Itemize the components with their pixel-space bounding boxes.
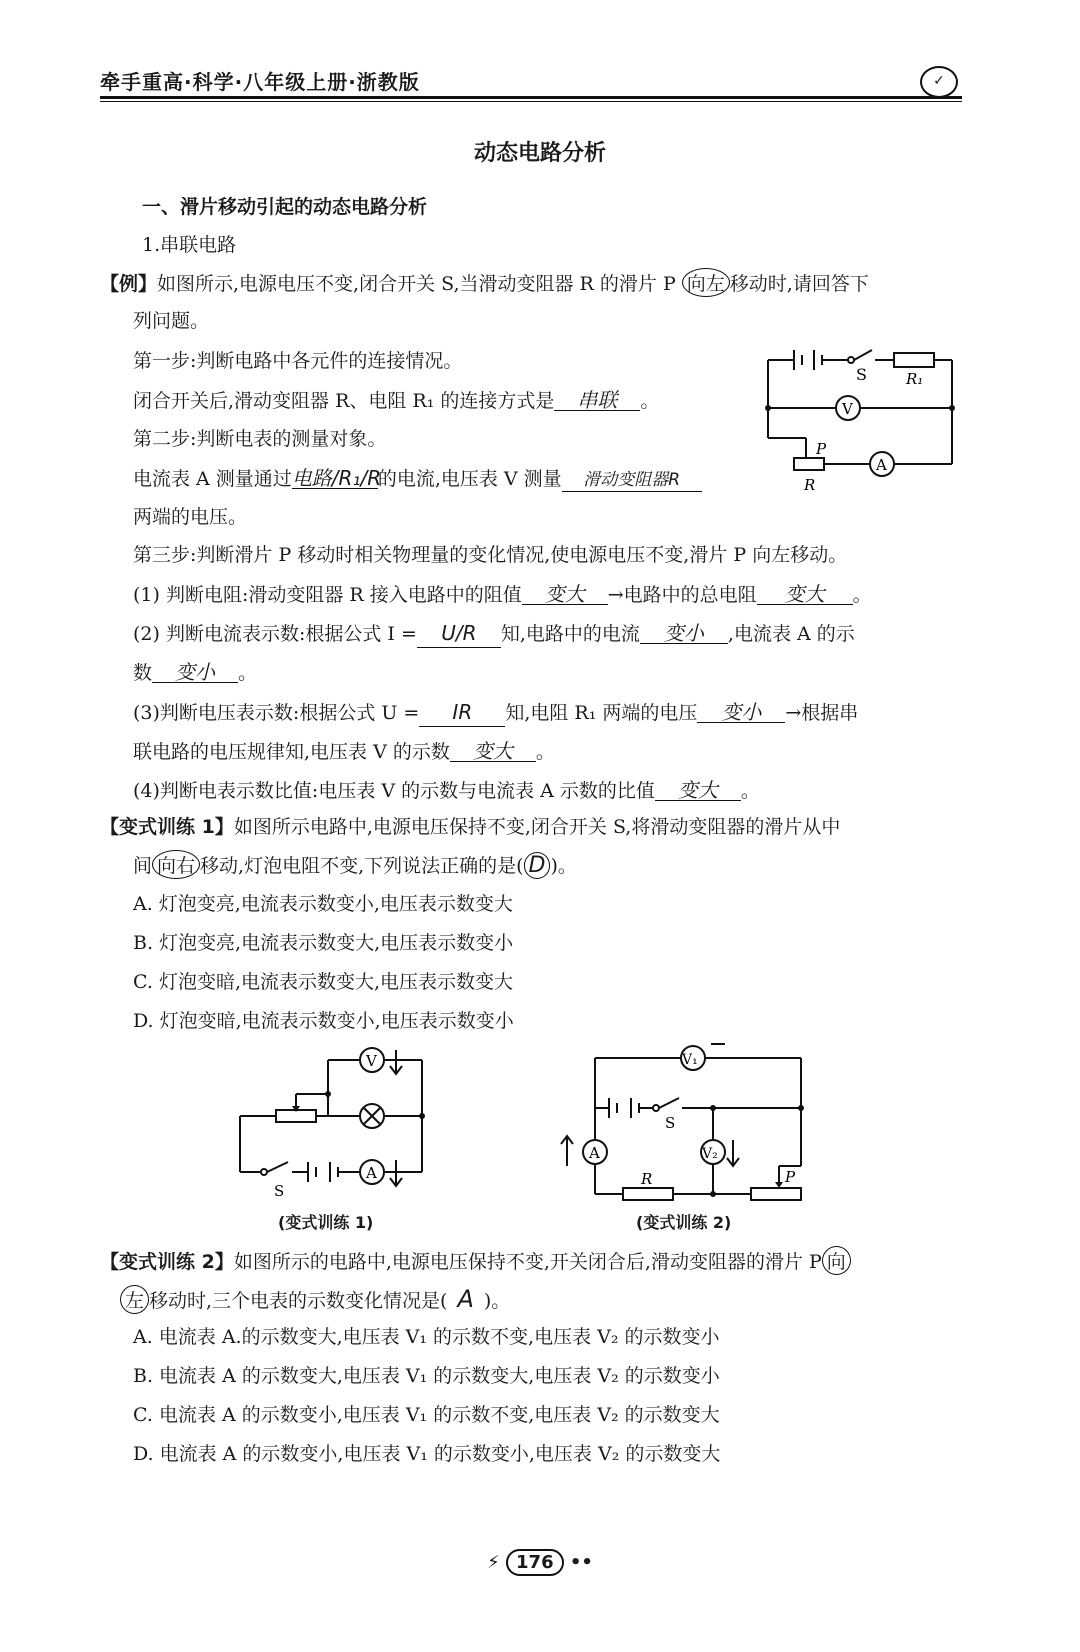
circled-direction-part2: 左	[120, 1285, 149, 1314]
junction-dot	[710, 1191, 716, 1197]
exercise-2-tag: 【变式训练 2】	[100, 1251, 234, 1273]
switch-label: S	[665, 1114, 676, 1132]
footer-dots: ••	[563, 1552, 593, 1573]
page-number: 176	[506, 1549, 564, 1576]
section-heading: 一、滑片移动引起的动态电路分析	[142, 196, 428, 218]
header-rule	[100, 96, 962, 99]
exercise-1-caption: (变式训练 1)	[278, 1213, 374, 1232]
exercise-2-caption: (变式训练 2)	[636, 1213, 732, 1232]
runner-icon: ⚡	[487, 1552, 507, 1573]
switch-label: S	[856, 365, 867, 384]
header-rule-thin	[100, 101, 962, 102]
item-1: (1) 判断电阻:滑动变阻器 R 接入电路中的阻值 变大 →电路中的总电阻 变大 。	[133, 578, 872, 607]
answer-blank: 串联	[554, 384, 640, 411]
subsection-heading: 1.串联电路	[142, 234, 237, 256]
resistor-r-label: R	[641, 1170, 653, 1188]
step-3: 第三步:判断滑片 P 移动时相关物理量的变化情况,使电源电压不变,滑片 P 向左移动。	[133, 544, 848, 566]
voltmeter-v2-label: V₂	[702, 1146, 718, 1162]
circled-direction: 向右	[152, 850, 200, 879]
example-line-2: 列问题。	[133, 310, 210, 332]
junction-dot	[798, 1105, 804, 1111]
item-2: (2) 判断电流表示数:根据公式 I = U/R 知,电路中的电流 变小 ,电流表 A 的示	[133, 617, 855, 648]
voltmeter-label: V	[842, 400, 853, 418]
item-3-cont: 联电路的电压规律知,电压表 V 的示数 变大 。	[133, 735, 555, 764]
exercise-2-line-2: 左 移动时,三个电表的示数变化情况是( A )。	[120, 1285, 510, 1314]
answer-blank: 电路/R₁/R	[292, 462, 378, 489]
step-1: 第一步:判断电路中各元件的连接情况。	[133, 350, 463, 372]
junction-dot	[325, 1091, 331, 1097]
rheostat-r-label: R	[804, 476, 816, 494]
junction-dot	[949, 405, 955, 411]
header-logo-icon: ✓	[920, 66, 958, 98]
exercise-1-option-c: C. 灯泡变暗,电流表示数变大,电压表示数变大	[133, 971, 514, 993]
circled-direction: 向左	[682, 268, 730, 297]
exercise-2-option-d: D. 电流表 A 的示数变小,电压表 V₁ 的示数变小,电压表 V₂ 的示数变大	[133, 1443, 721, 1465]
exercise-2-option-a: A. 电流表 A.的示数变大,电压表 V₁ 的示数不变,电压表 V₂ 的示数变小	[133, 1326, 720, 1348]
example-line-1: 【例】如图所示,电源电压不变,闭合开关 S,当滑动变阻器 R 的滑片 P 向左 移动时,请回答下	[100, 268, 869, 297]
slider-p-label: P	[816, 440, 827, 458]
question-2: 电流表 A 测量通过电路/R₁/R的电流,电压表 V 测量 滑动变阻器R	[133, 462, 702, 492]
page-title: 动态电路分析	[473, 141, 606, 166]
junction-dot	[710, 1105, 716, 1111]
step-2: 第二步:判断电表的测量对象。	[133, 428, 387, 450]
circled-direction-part1: 向	[822, 1246, 851, 1275]
answer-blank: 滑动变阻器R	[562, 465, 702, 492]
book-header-title: 牵手重高·科学·八年级上册·浙教版	[100, 70, 420, 94]
junction-dot	[419, 1113, 425, 1119]
resistor-r1-label: R₁	[906, 370, 924, 388]
item-3: (3)判断电压表示数:根据公式 U = IR 知,电阻 R₁ 两端的电压 变小 →根据串	[133, 696, 858, 727]
exercise-1-option-a: A. 灯泡变亮,电流表示数变小,电压表示数变大	[133, 893, 513, 915]
example-tag: 【例】	[100, 273, 158, 295]
exercise-2-circuit-diagram	[555, 1038, 805, 1206]
ammeter-label: A	[366, 1164, 377, 1182]
slider-p-label: P	[785, 1168, 796, 1186]
switch-label: S	[274, 1182, 285, 1200]
exercise-1-line-1: 【变式训练 1】如图所示电路中,电源电压保持不变,闭合开关 S,将滑动变阻器的滑片从中	[100, 816, 841, 838]
exercise-1-tag: 【变式训练 1】	[100, 816, 234, 838]
question-2-cont: 两端的电压。	[133, 506, 248, 528]
voltmeter-v1-label: V₁	[682, 1052, 698, 1068]
handwritten-answer: D	[524, 852, 551, 879]
page-footer	[0, 1552, 1080, 1573]
example-circuit-diagram	[760, 340, 960, 500]
exercise-1-line-2: 间 向右 移动,灯泡电阻不变,下列说法正确的是( D )。	[133, 850, 577, 879]
item-2-cont: 数 变小 。	[133, 656, 257, 685]
handwritten-answer: A	[457, 1285, 474, 1313]
exercise-1-option-d: D. 灯泡变暗,电流表示数变小,电压表示数变小	[133, 1010, 514, 1032]
item-4: (4)判断电表示数比值:电压表 V 的示数与电流表 A 示数的比值 变大 。	[133, 774, 760, 803]
exercise-2-option-b: B. 电流表 A 的示数变大,电压表 V₁ 的示数变大,电压表 V₂ 的示数变小	[133, 1365, 720, 1387]
exercise-1-option-b: B. 灯泡变亮,电流表示数变大,电压表示数变小	[133, 932, 514, 954]
exercise-1-circuit-diagram	[232, 1040, 442, 1200]
junction-dot	[765, 405, 771, 411]
voltmeter-label: V	[366, 1052, 377, 1070]
ammeter-label: A	[876, 456, 887, 474]
question-1: 闭合开关后,滑动变阻器 R、电阻 R₁ 的连接方式是 串联 。	[133, 384, 659, 413]
exercise-2-line-1: 【变式训练 2】如图所示的电路中,电源电压保持不变,开关闭合后,滑动变阻器的滑片 P 向	[100, 1246, 851, 1275]
exercise-2-option-c: C. 电流表 A 的示数变小,电压表 V₁ 的示数不变,电压表 V₂ 的示数变大	[133, 1404, 720, 1426]
ammeter-label: A	[589, 1144, 600, 1162]
